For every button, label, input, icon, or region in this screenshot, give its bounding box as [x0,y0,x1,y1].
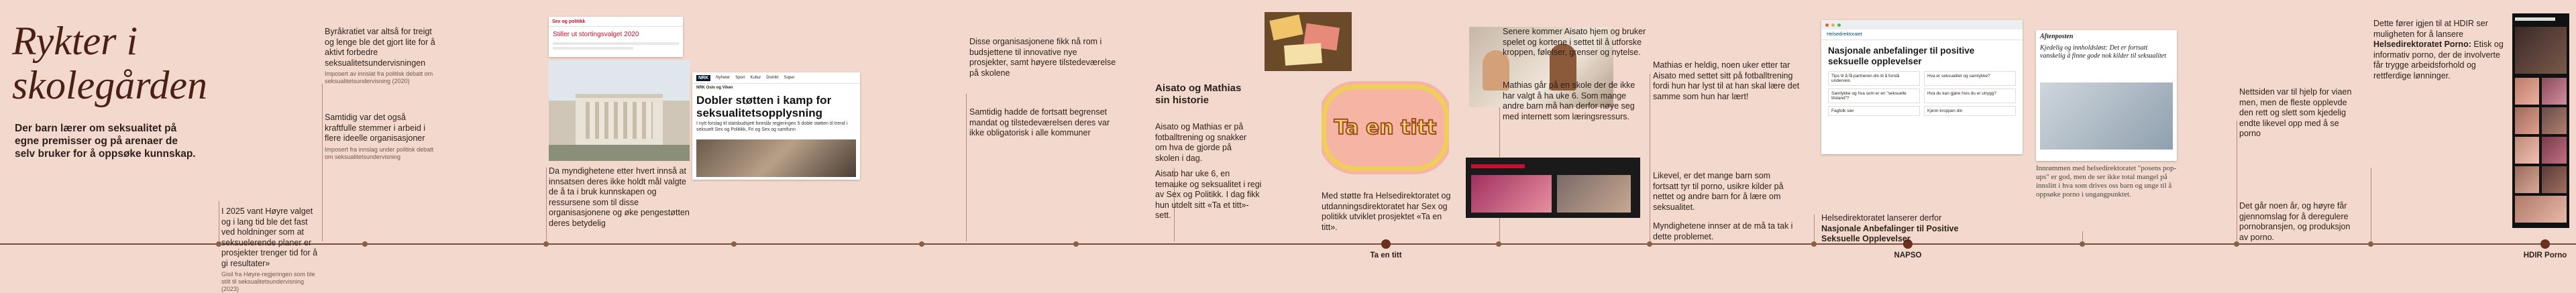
logo-bubble [1322,84,1449,171]
nav-nyheter[interactable]: Nyheter [716,76,731,80]
helsedir-website[interactable] [1821,20,2023,154]
nrk-logo: NRK [696,75,710,81]
aftenposten-headline: Kjedelig og innholdsløst: Det er fortsatt vanskelig å finne gode nok kilder til seksualitet [2040,44,2167,60]
ground-shape [549,145,690,161]
connector-line [966,94,967,241]
site-header-bar [1471,164,1525,168]
nrk-headline: Dobler støtten i kamp for seksualitetsopplysning [696,94,832,119]
caption-right: Innrømmen med helsedirektoratet "posens pop-ups" er god, men de ser ikke total mangel på innslitt i hva som drives oss barn og unge til å oppsøke porno i ungangpunktet. [2036,164,2177,198]
thumb-shape [2515,27,2567,74]
timeline-dot [2234,241,2239,247]
timeline-dot [1073,241,1079,247]
note-limited-mandate: Samtidig hadde de fortsatt begrenset mandat og tilstedeværelsen deres var ikke obligatorisk i alle kommuner [969,107,1110,137]
helsedir-logo: Helsedirektoratet [1821,30,2023,40]
helsedir-item[interactable]: Hva du kan gjøre hvis du er utrygg? [1924,89,2016,103]
news-body-line [553,47,633,50]
note-text-bold: Nasjonale Anbefalinger til Positive Seksuelle Opplevelser [1821,223,1959,243]
thumb-shape [1557,175,1631,213]
thumb-shape [1471,175,1552,213]
connector-line [322,84,323,241]
note-still-porn: Likevel, er det mange barn som fortsatt tyr til porno, usikre kilder på nettet og andre barn for å lære om seksualitet. [1653,171,1784,212]
timeline-dot [731,241,737,247]
aftenposten-article[interactable] [2036,30,2177,161]
nrk-photo [696,139,856,177]
timeline-dot [1811,241,1817,247]
connector-line [2082,231,2083,241]
aftenposten-photo [2040,82,2173,150]
browser-bar [1821,20,2023,30]
browser-dot [1837,23,1841,27]
thumb-shape [2515,78,2539,105]
news-headline: Stiller ut stortingsvalget 2020 [553,31,639,38]
browser-dot [1825,23,1829,27]
note-mathias-lucky: Mathias er heldig, noen uker etter tar Aisato med settet sitt på fotballtrening fordi hun har lyst til at han skal lære det samme som hun har lært! [1653,60,1800,101]
note-source: Gisil fra Høyre-regjeringen som ble stilt til seksualitetsundervisning (2023) [221,271,315,292]
timeline-dot [919,241,924,247]
thumb-shape [2515,196,2567,223]
nav-distrikt[interactable]: Distrikt [766,76,779,80]
note-authorities-act: Myndighetene innser at de må ta tak i dette problemet. [1653,221,1793,241]
thumb-shape [2542,166,2567,193]
note-theme-week: Aisato har uke 6, en temauke og seksualitet i regi av Sex og Politikk. I dag fikk hun utdelt sitt «Ta et titt»-sett. [1155,169,1262,220]
thumb-shape [2515,107,2539,134]
timeline-dot [543,241,549,247]
thumb-shape [2515,137,2539,164]
note-explore-at-home: Senere kommer Aisato hjem og bruker spelet og kortene i settet til å utforske kroppen, følelser, grenser og nytelse. [1503,27,1646,57]
note-website-boring: Nettsiden var til hjelp for viaen men, men de fleste opplevde den rett og slett som kjedelig endte likevel opp med å se porno [2239,87,2352,138]
ta-en-titt-kit-photo [1265,12,1352,71]
ta-en-titt-logo [1322,80,1449,174]
thumb-shape [2515,166,2539,193]
title-line-1: Rykter i [12,19,138,63]
connector-line [546,168,547,241]
news-body-line [553,42,679,45]
note-source: Imposert av innslat fra politisk debatt om seksualitetsundervisning (2020) [325,70,433,84]
note-text: Samtidig var det også kraftfulle stemmer i arbeid i flere ideelle organisasjoner [325,113,426,143]
note-organizations-room: Disse organisasjonene fikk nå rom i budsjettene til innovative nye prosjekter, samt høyere tilstedeværelse på skolene [969,37,1116,78]
note-voices [325,113,439,161]
building-columns [586,102,653,139]
nav-super[interactable]: Super [784,76,795,80]
helsedir-item[interactable]: Samtykke og hva som er en "seksuelle tilstand"? [1828,89,1920,103]
connector-line [1814,215,1815,241]
card-shape [1269,15,1303,41]
browser-dot [1831,23,1835,27]
helsedir-item[interactable]: Hva er seksualitet og samtykke? [1924,71,2016,86]
timeline-dot [2368,241,2373,247]
page-title [12,19,213,107]
news-card-nrk[interactable] [692,72,860,180]
note-mathias-internet: Mathias går på en skole der de ikke har valgt å ha uke 6. Som mange andre barn må han derfor nøye seg med internett som læringsressurs. [1503,80,1635,121]
nrk-lede: I nytt forslag til statsbudsjett foreslår regjeringen 5 doble støtten til trend i seksuelt Sex og Politikk, Fri og Sex og samfunn [696,121,848,132]
note-text: Byråkratiet var altså for treigt og lenge ble det gjort lite for å aktivt forbedre seksualitetsundervisningen [325,27,435,68]
site-header-bar [2515,17,2555,21]
story-heading: Aisato og Mathias sin historie [1155,82,1242,106]
note-text: Etisk og informativ porno, der de involverte får trygge arbeidsforhold og rettferdige lønninger. [2373,40,2504,80]
timeline-milestone-ta-en-titt[interactable] [1381,239,1391,249]
note-text: Dette fører igjen til at HDIR ser muligheten for å lansere [2373,19,2488,39]
aftenposten-logo: Aftenposten [2040,33,2074,40]
note-text-bold: Helsedirektoratet Porno: [2373,40,2471,49]
note-2025-election [221,207,322,293]
note-ta-en-titt-project: Med støtte fra Helsedirektoratet og utdanningsdirektoratet har Sex og politikk utviklet prosjektet «Ta en titt». [1322,191,1451,232]
note-text: Helsedirektoratet lanserer derfor [1821,213,1942,223]
timeline-dot [1647,241,1652,247]
timeline-dot [216,241,221,247]
nav-sport[interactable]: Sport [735,76,745,80]
parliament-photo [549,60,690,161]
nrk-section: NRK Oslo og Viken [696,86,733,90]
helsedir-item[interactable]: Tips til å få partneren din til å forstå underveis [1828,71,1920,86]
timeline-label-hdir-porno: HDIR Porno [2523,251,2567,259]
note-source: Imposert fra innslag under politisk debatt om seksualitetsundervisning [325,145,434,160]
note-deregulation: Det går noen år, og høyre får gjennomslag for å deregulere pornobransjen, og produksjon av porno. [2239,201,2351,242]
nav-kultur[interactable]: Kultur [750,76,761,80]
timeline-dot [2080,241,2085,247]
timeline-label-ta-en-titt: Ta en titt [1370,251,1402,259]
thumb-shape [2542,107,2567,134]
page-subtitle: Der barn lærer om seksualitet på egne premisser og på arenaer de selv bruker for å oppsøke kunnskap. [15,123,196,160]
hdir-porno-site [2512,13,2569,228]
helsedir-item[interactable]: Fagfolk sier [1828,106,1920,116]
note-napso-launch [1821,213,1976,245]
timeline-milestone-hdir-porno[interactable] [2540,239,2550,249]
note-football-talk: Aisato og Mathias er på fotballtrening og snakker om hva de gjorde på skolen i dag. [1155,122,1247,163]
card-shape [1284,43,1322,66]
timeline-dot [362,241,368,247]
video-site-screenshot [1466,158,1640,218]
timeline-dot [1496,241,1501,247]
thumb-shape [2542,137,2567,164]
helsedir-item[interactable]: Kjenn kroppen din [1924,106,2016,116]
note-authorities-realize: Da myndighetene etter hvert innså at innsatsen deres ikke holdt mål valgte de å ta i bruk kunnskapen og ressursene som til disse organisasjonene og øke pengestøtten deres betydelig [549,166,690,228]
brand-logo: Sex og politikk [552,19,586,24]
note-hdir-porno [2373,19,2508,81]
timeline-axis [0,243,2576,245]
logo-text: Ta en titt [1334,115,1437,139]
note-text: I 2025 vant Høyre valget og i lang tid ble det fast ved holdninger som at seksuelerende planer er prosjekter trenger tid for å gi resultater» [221,207,318,268]
timeline-label-napso: NAPSO [1894,251,1922,259]
news-card-sex-og-politikk[interactable] [549,17,683,57]
title-line-2: skolegården [12,63,208,107]
thumb-shape [2542,78,2567,105]
note-bureaucracy [325,27,439,85]
helsedir-heading: Nasjonale anbefalinger til positive seksuelle opplevelser [1828,46,1975,66]
